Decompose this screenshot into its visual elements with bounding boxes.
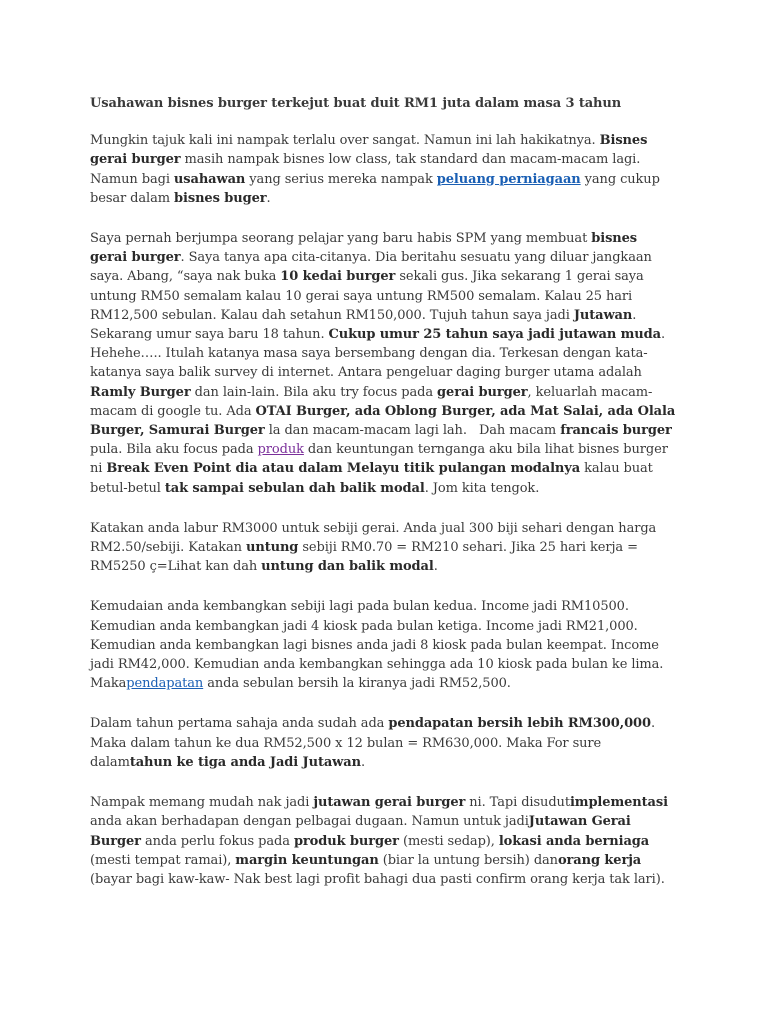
article-title: Usahawan bisnes burger terkejut buat duit RM1 juta dalam masa 3 tahun xyxy=(90,96,622,111)
text-span: anda perlu fokus pada xyxy=(140,833,294,849)
bold-text: usahawan xyxy=(173,171,246,187)
text-span: sebiji RM0.70 = RM210 sehari. Jika 25 hari kerja = RM5250 ç=Lihat kan dah xyxy=(90,540,638,575)
bold-text: untung dan balik modal xyxy=(261,559,434,575)
peluang-perniagaan-link[interactable]: peluang perniagaan xyxy=(436,171,581,187)
text-span: ni. Tapi disudut xyxy=(465,795,570,811)
text-span: Saya pernah berjumpa seorang pelajar yang baru habis SPM yang membuat xyxy=(90,231,592,247)
text-span: (mesti tempat ramai), xyxy=(90,852,236,868)
bold-text: Break Even Point dia atau dalam Melayu titik pulangan modalnya xyxy=(106,461,581,477)
text-span: . Sekarang umur saya baru 18 tahun. xyxy=(90,307,637,343)
bold-text: gerai burger xyxy=(437,384,528,400)
text-span: (mesti sedap), xyxy=(398,833,499,849)
text-span: kalau buat betul-betul xyxy=(90,461,653,496)
article xyxy=(90,84,678,910)
text-span: anda akan berhadapan dengan pelbagai dugaan. Namun untuk jadi xyxy=(90,814,529,830)
bold-text: untung xyxy=(246,540,299,556)
paragraph-expansion xyxy=(90,597,678,693)
bold-text: Ramly Burger xyxy=(90,384,191,400)
text-span: dan lain-lain. Bila aku try focus pada xyxy=(190,384,438,400)
text-span: . xyxy=(266,190,271,206)
bold-text: produk burger xyxy=(293,833,399,849)
paragraph-calculation xyxy=(90,519,678,577)
text-span: yang cukup besar dalam xyxy=(90,171,660,206)
bold-text: bisnes gerai burger xyxy=(90,231,638,266)
paragraph-conclusion xyxy=(90,793,678,889)
text-span: (biar la untung bersih) dan xyxy=(378,852,558,868)
text-span: masih nampak bisnes low class, tak standard dan macam-macam lagi. Namun bagi xyxy=(90,152,641,187)
bold-text: tak sampai sebulan dah balik modal xyxy=(164,480,425,496)
bold-text: OTAI Burger, ada Oblong Burger, ada Mat Salai, ada Olala Burger, Samurai Burger xyxy=(90,403,676,439)
text-span: anda sebulan bersih la kiranya jadi RM52,500. xyxy=(203,676,511,692)
bold-text: Cukup umur 25 tahun saya jadi jutawan muda xyxy=(328,327,661,343)
bold-text: lokasi anda berniaga xyxy=(498,833,650,849)
text-span: sekali gus. Jika sekarang 1 gerai saya untung RM50 semalam kalau 10 gerai saya untung RM500 semalam. Kalau 25 hari RM12,500 sebulan. Kalau dah setahun RM150,000. Tujuh tahun saya jadi xyxy=(90,269,644,323)
text-span: Mungkin tajuk kali ini nampak terlalu over sangat. Namun ini lah hakikatnya. xyxy=(90,133,600,149)
text-span: pula. Bila aku focus pada xyxy=(90,442,258,458)
text-span: . Hehehe….. Itulah katanya masa saya bersembang dengan dia. Terkesan dengan kata-katanya saya balik survey di internet. Antara pengeluar daging burger utama adalah xyxy=(90,327,666,381)
text-span: . xyxy=(360,754,365,770)
bold-text: francais burger xyxy=(560,423,672,439)
text-span: , keluarlah macam-macam di google tu. Ada xyxy=(90,384,653,419)
pendapatan-link[interactable]: pendapatan xyxy=(126,676,204,692)
text-span: Nampak memang mudah nak jadi xyxy=(90,795,314,811)
text-span: dan keuntungan ternganga aku bila lihat bisnes burger ni xyxy=(90,442,668,477)
bold-text: tahun ke tiga anda Jadi Jutawan xyxy=(129,754,361,770)
text-span: . xyxy=(433,559,438,575)
text-span: yang serius mereka nampak xyxy=(245,171,437,187)
text-span: . Maka dalam tahun ke dua RM52,500 x 12 bulan = RM630,000. Maka For sure dalam xyxy=(90,716,655,770)
text-span: Kemudaian anda kembangkan sebiji lagi pada bulan kedua. Income jadi RM10500. Kemudian anda kembangkan jadi 4 kiosk pada bulan ketiga. Income jadi RM21,000. Kemudian anda kembangkan lagi bisnes anda jadi 8 kiosk pada bulan keempat. Income jadi RM42,000. Kemudian anda kembangkan sehingga ada 10 kiosk pada bulan ke lima. Maka xyxy=(90,599,664,692)
bold-text: bisnes buger xyxy=(174,190,267,206)
text-span: Katakan anda labur RM3000 untuk sebiji gerai. Anda jual 300 biji sehari dengan harga RM2.50/sebiji. Katakan xyxy=(90,520,657,556)
paragraph-first-year xyxy=(90,714,678,772)
produk-link[interactable]: produk xyxy=(257,442,304,458)
bold-text: implementasi xyxy=(569,795,668,811)
text-span: (bayar bagi kaw-kaw- Nak best lagi profit bahagi dua pasti confirm orang kerja tak lari). xyxy=(90,871,665,887)
paragraph-story xyxy=(90,229,678,498)
text-span: la dan macam-macam lagi lah. Dah macam xyxy=(264,423,561,439)
bold-text: orang kerja xyxy=(557,852,642,868)
bold-text: Jutawan Gerai Burger xyxy=(90,814,631,849)
text-span: . Jom kita tengok. xyxy=(424,480,540,496)
text-span: . Saya tanya apa cita-citanya. Dia beritahu sesuatu yang diluar jangkaan saya. Abang, “saya nak buka xyxy=(90,250,652,285)
paragraph-intro xyxy=(90,131,678,208)
text-span: Dalam tahun pertama sahaja anda sudah ada xyxy=(90,716,389,732)
bold-text: 10 kedai burger xyxy=(280,269,396,285)
bold-text: Bisnes gerai burger xyxy=(90,133,648,168)
bold-text: margin keuntungan xyxy=(235,852,379,868)
bold-text: jutawan gerai burger xyxy=(313,795,466,811)
bold-text: Jutawan xyxy=(573,307,633,323)
bold-text: pendapatan bersih lebih RM300,000 xyxy=(388,716,651,732)
